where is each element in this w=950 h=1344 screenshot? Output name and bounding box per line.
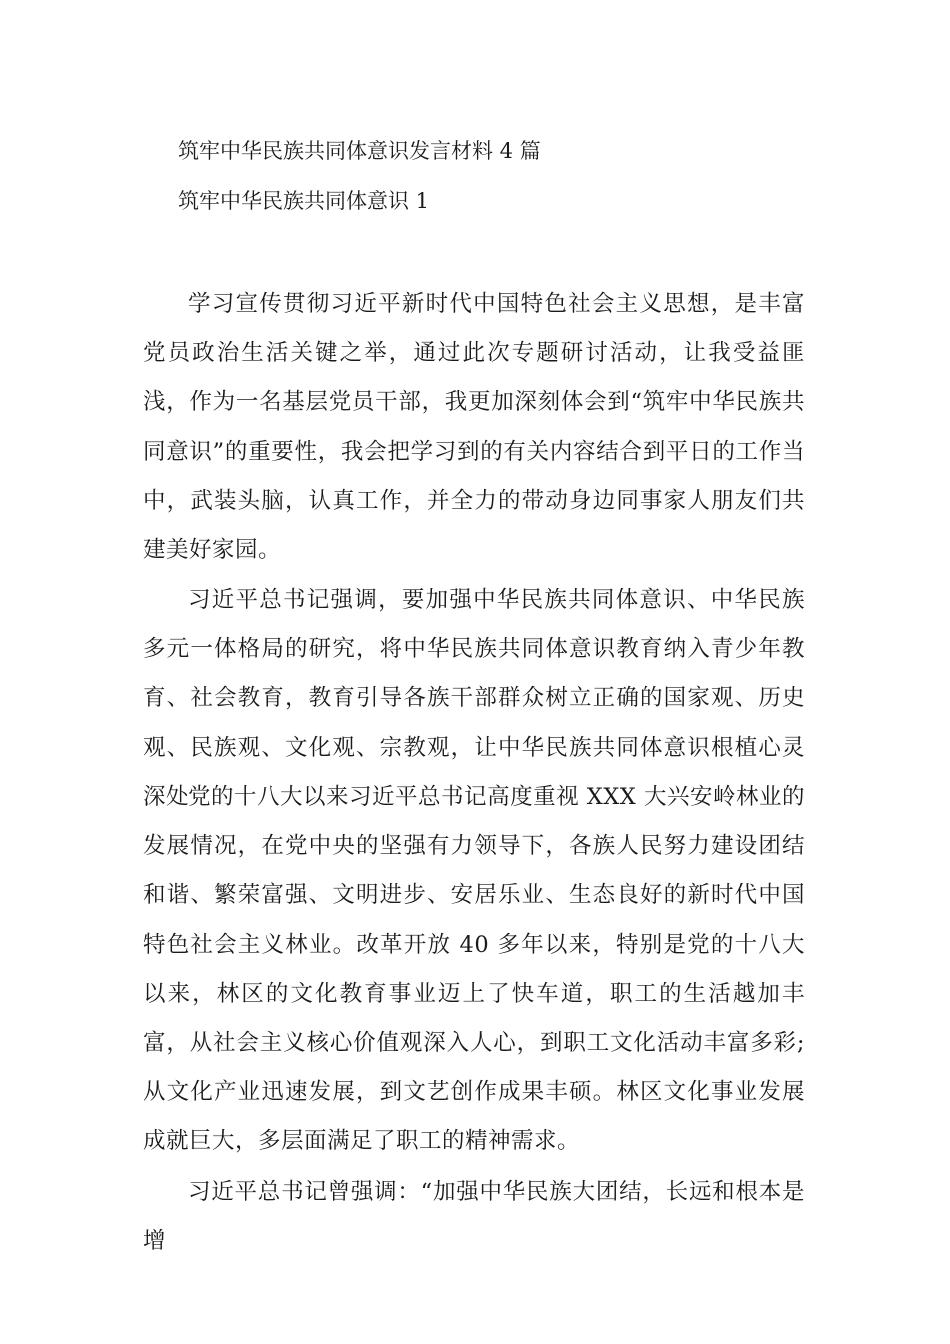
- paragraph: 习近平总书记强调，要加强中华民族共同体意识、中华民族多元一体格局的研究，将中华民族共同体意识教育纳入青少年教育、社会教育，教育引导各族干部群众树立正确的国家观、历史观、民族观、文化观、宗教观，让中华民族共同体意识根植心灵深处: [143, 587, 805, 810]
- document-subtitle: 筑牢中华民族共同体意识 1: [178, 189, 430, 213]
- paragraph: 习近平总书记曾强调：“加强中华民族大团结，长远和根本是增: [143, 1179, 805, 1255]
- paragraph: 学习宣传贯彻习近平新时代中国特色社会主义思想，是丰富党员政治生活关键之举，通过此次专题研讨活动，让我受益匪浅，作为一名基层党员干部，我更加深刻体会到“筑牢中华民族共同意识”的重要性，我会把学习到的有关内容结合到平日的工作当中，武装头脑，认真工作，并全力的带动身边同事家人朋友们共建美好家园。: [143, 291, 805, 564]
- document-title: 筑牢中华民族共同体意识发言材料 4 篇: [178, 139, 541, 163]
- paragraph: 党的十八大以来习近平总书记高度重视 XXX 大兴安岭林业的发展情况，在党中央的坚强有力领导下，各族人民努力建设团结和谐、繁荣富强、文明进步、安居乐业、生态良好的新时代中国特色社会主义林业。改革开放 40 多年以来，特别是党的十八大以来，林区的文化教育事业迈上了快车道，职工的生活越加丰富，从社会主义核心价值观深入人心，到职工文化活动丰富多彩;从文化产业迅速发展，到文艺创作成果丰硕。林区文化事业发展成就巨大，多层面满足了职工的精神需求。: [143, 784, 805, 1155]
